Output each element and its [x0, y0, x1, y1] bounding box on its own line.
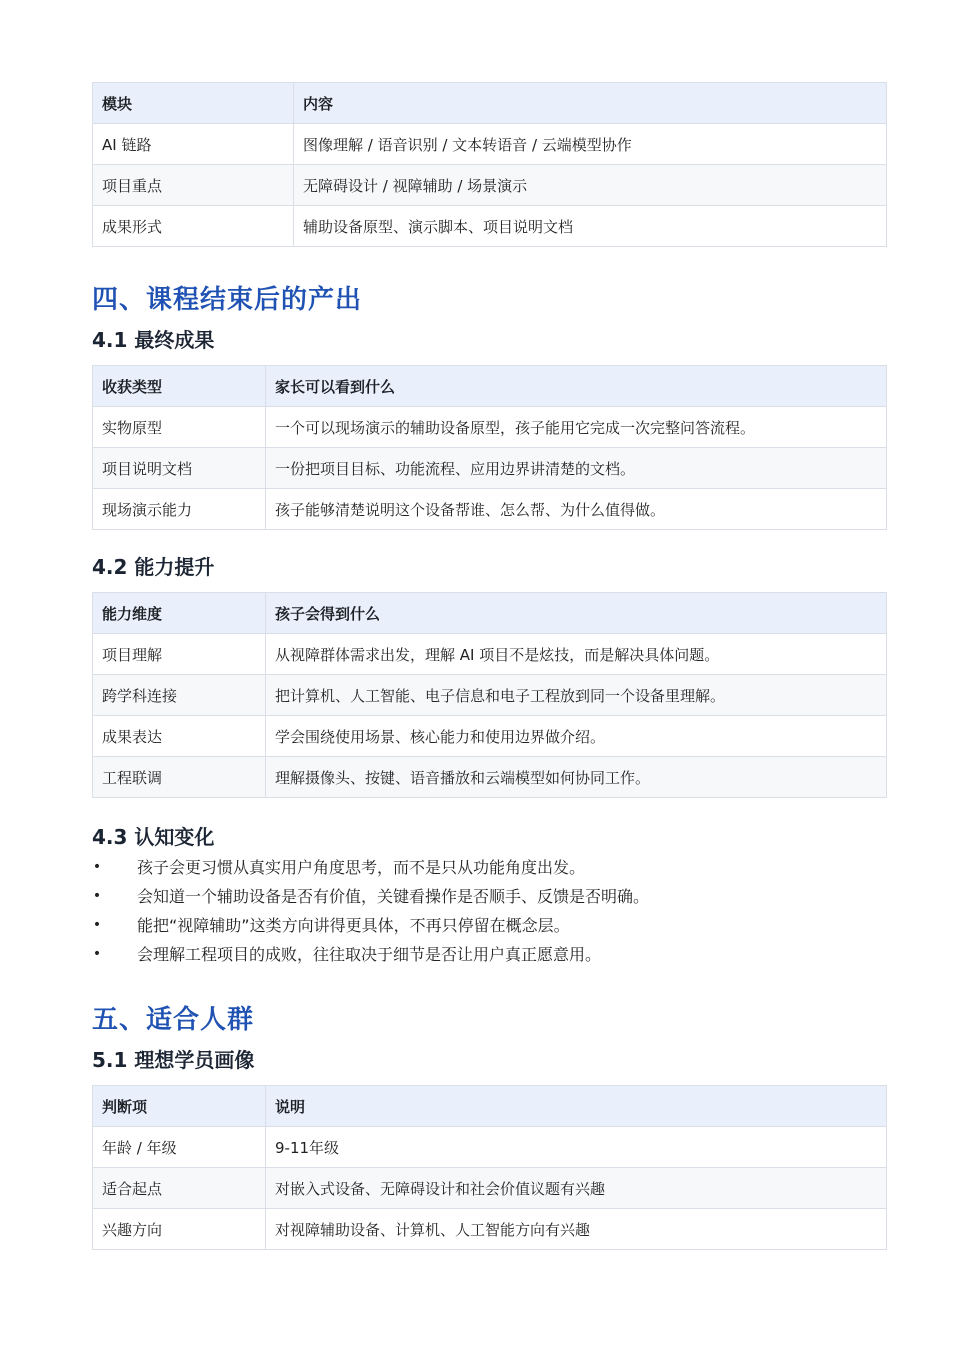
- table-header-cell: 说明: [266, 1086, 887, 1127]
- subsection-title: 4.3 认知变化: [92, 825, 215, 849]
- table-cell: 9-11年级: [266, 1127, 887, 1168]
- table-header-cell: 模块: [93, 83, 294, 124]
- audience-table: [92, 1085, 887, 1250]
- table-cell: 项目说明文档: [93, 448, 266, 489]
- table-row: [93, 634, 887, 675]
- list-item: [92, 940, 887, 969]
- table-cell: 无障碍设计 / 视障辅助 / 场景演示: [294, 165, 887, 206]
- table-cell: 年龄 / 年级: [93, 1127, 266, 1168]
- table-cell: 一份把项目目标、功能流程、应用边界讲清楚的文档。: [266, 448, 887, 489]
- table-cell: 项目理解: [93, 634, 266, 675]
- table-cell: 成果形式: [93, 206, 294, 247]
- section-title: 五、适合人群: [92, 1005, 255, 1035]
- table-cell: 对视障辅助设备、计算机、人工智能方向有兴趣: [266, 1209, 887, 1250]
- table-row: [93, 124, 887, 165]
- table-cell: 项目重点: [93, 165, 294, 206]
- table-cell: 工程联调: [93, 757, 266, 798]
- table-cell: 适合起点: [93, 1168, 266, 1209]
- outcomes-table: [92, 365, 887, 530]
- table-cell: 实物原型: [93, 407, 266, 448]
- document-page: [92, 82, 887, 1250]
- table-cell: 一个可以现场演示的辅助设备原型，孩子能用它完成一次完整问答流程。: [266, 407, 887, 448]
- table-row: [93, 1127, 887, 1168]
- table-cell: 理解摄像头、按键、语音播放和云端模型如何协同工作。: [266, 757, 887, 798]
- table-cell: 跨学科连接: [93, 675, 266, 716]
- bullet-icon: •: [92, 917, 102, 933]
- table-cell: AI 链路: [93, 124, 294, 165]
- table-header-row: [93, 83, 887, 124]
- table-cell: 把计算机、人工智能、电子信息和电子工程放到同一个设备里理解。: [266, 675, 887, 716]
- table-row: [93, 757, 887, 798]
- table-row: [93, 716, 887, 757]
- table-row: [93, 675, 887, 716]
- table-header-cell: 内容: [294, 83, 887, 124]
- module-table: [92, 82, 887, 247]
- table-header-cell: 判断项: [93, 1086, 266, 1127]
- table-cell: 辅助设备原型、演示脚本、项目说明文档: [294, 206, 887, 247]
- list-item: [92, 882, 887, 911]
- table-row: [93, 165, 887, 206]
- table-cell: 兴趣方向: [93, 1209, 266, 1250]
- section-title: 四、课程结束后的产出: [92, 285, 363, 315]
- table-row: [93, 489, 887, 530]
- list-item-text: 能把“视障辅助”这类方向讲得更具体，不再只停留在概念层。: [137, 916, 570, 935]
- bullet-icon: •: [92, 888, 102, 904]
- table-row: [93, 1168, 887, 1209]
- list-item-text: 孩子会更习惯从真实用户角度思考，而不是只从功能角度出发。: [137, 858, 586, 877]
- table-cell: 孩子能够清楚说明这个设备帮谁、怎么帮、为什么值得做。: [266, 489, 887, 530]
- table-header-cell: 孩子会得到什么: [266, 593, 887, 634]
- bullet-list: [92, 853, 887, 969]
- table-header-cell: 能力维度: [93, 593, 266, 634]
- table-cell: 学会围绕使用场景、核心能力和使用边界做介绍。: [266, 716, 887, 757]
- table-header-cell: 收获类型: [93, 366, 266, 407]
- table-header-cell: 家长可以看到什么: [266, 366, 887, 407]
- table-header-row: [93, 366, 887, 407]
- subsection-title: 4.1 最终成果: [92, 328, 215, 352]
- table-row: [93, 1209, 887, 1250]
- table-row: [93, 407, 887, 448]
- list-item-text: 会理解工程项目的成败，往往取决于细节是否让用户真正愿意用。: [137, 945, 602, 964]
- list-item: [92, 911, 887, 940]
- bullet-icon: •: [92, 946, 102, 962]
- table-row: [93, 448, 887, 489]
- table-cell: 现场演示能力: [93, 489, 266, 530]
- table-cell: 图像理解 / 语音识别 / 文本转语音 / 云端模型协作: [294, 124, 887, 165]
- table-cell: 从视障群体需求出发，理解 AI 项目不是炫技，而是解决具体问题。: [266, 634, 887, 675]
- table-cell: 对嵌入式设备、无障碍设计和社会价值议题有兴趣: [266, 1168, 887, 1209]
- table-header-row: [93, 593, 887, 634]
- abilities-table: [92, 592, 887, 798]
- table-header-row: [93, 1086, 887, 1127]
- table-cell: 成果表达: [93, 716, 266, 757]
- list-item-text: 会知道一个辅助设备是否有价值，关键看操作是否顺手、反馈是否明确。: [137, 887, 650, 906]
- subsection-title: 5.1 理想学员画像: [92, 1048, 255, 1072]
- bullet-icon: •: [92, 859, 102, 875]
- table-row: [93, 206, 887, 247]
- list-item: [92, 853, 887, 882]
- subsection-title: 4.2 能力提升: [92, 555, 215, 579]
